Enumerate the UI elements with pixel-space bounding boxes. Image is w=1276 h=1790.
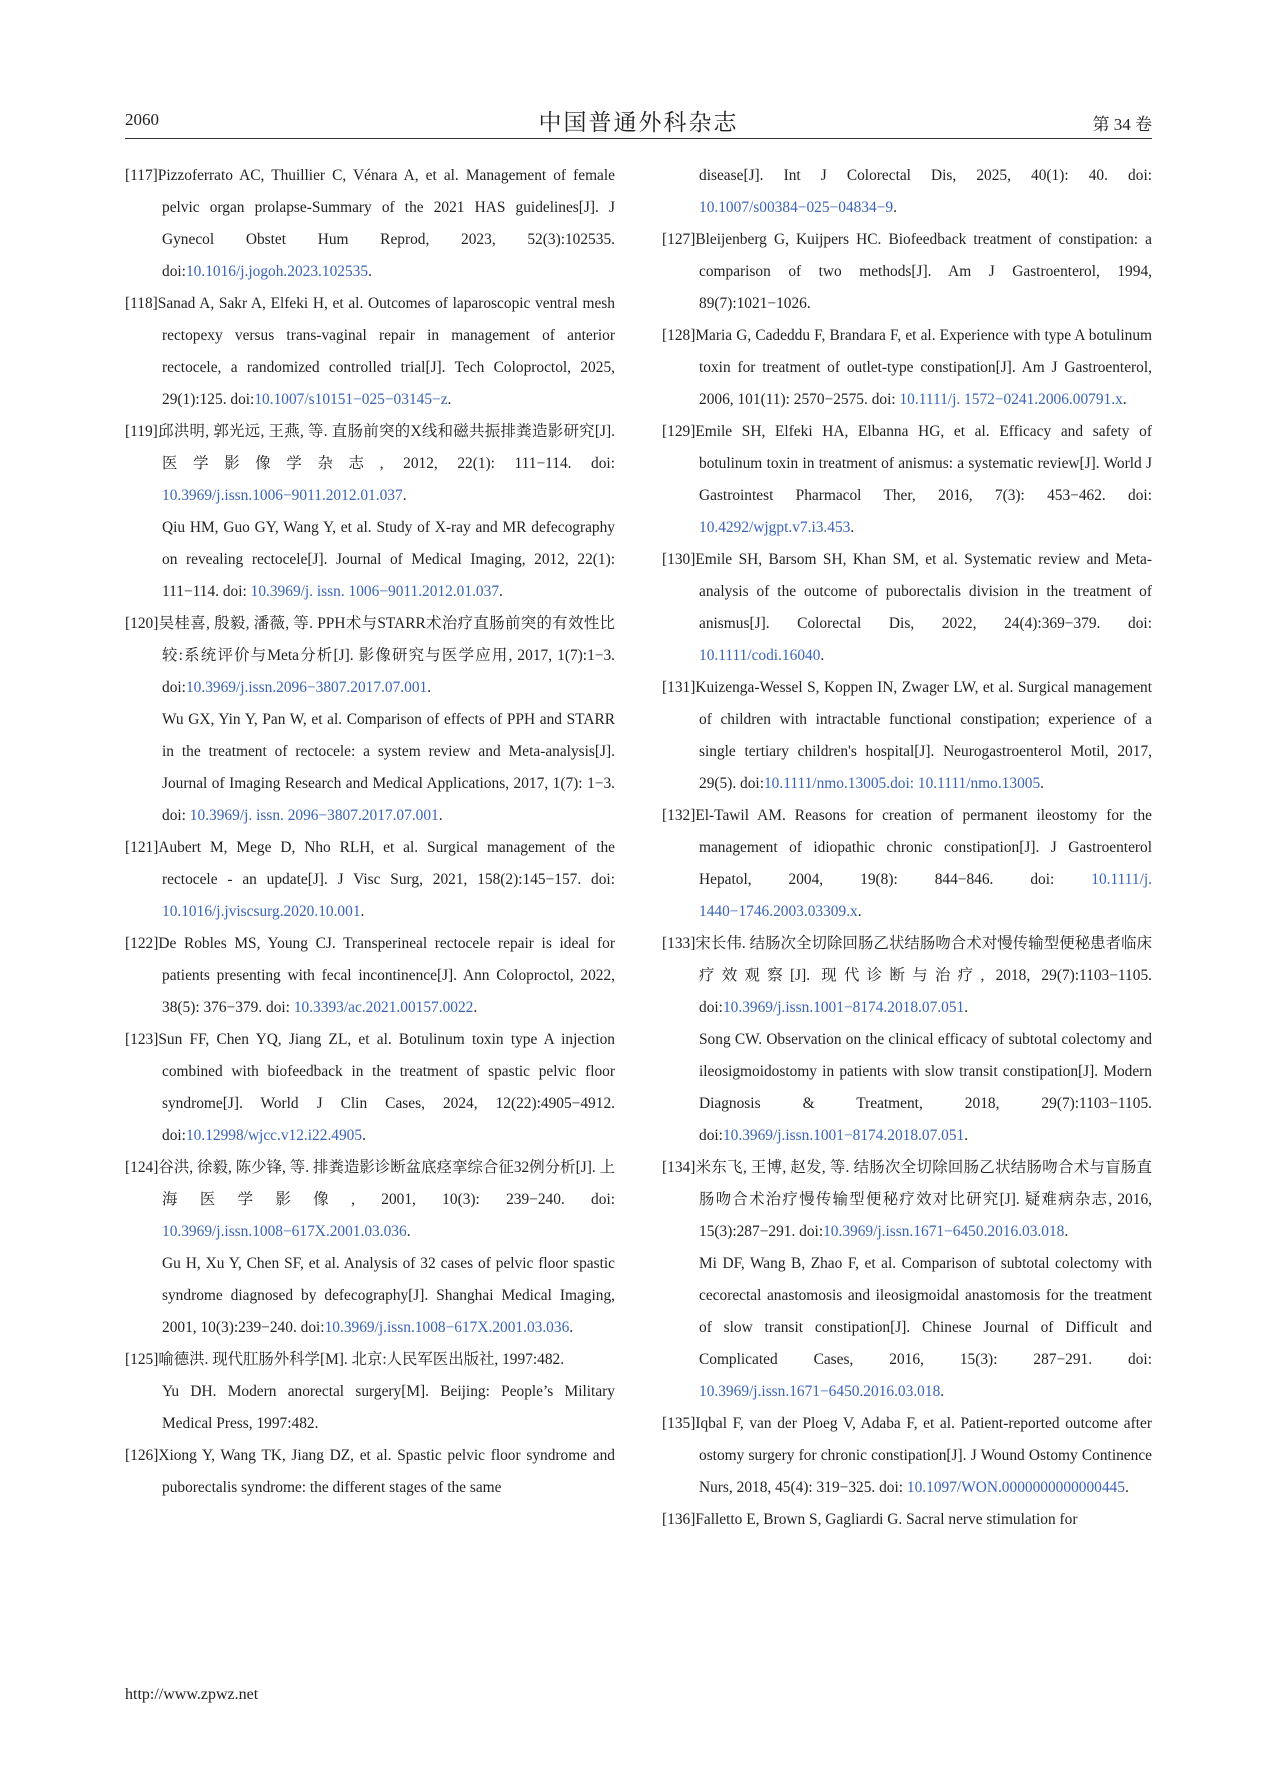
reference-text: disease[J]. Int J Colorectal Dis, 2025, 40(1): 40. doi:: [699, 167, 1152, 184]
reference-text: 邱洪明, 郭光远, 王燕, 等. 直肠前突的X线和磁共振排粪造影研究[J]. 医学影像学杂志, 2012, 22(1): 111−114. doi:: [157, 423, 615, 472]
reference-tail: .: [850, 519, 855, 536]
reference-entry: [662, 672, 1152, 800]
page-header: [125, 104, 1152, 139]
reference-number: [135]: [662, 1415, 696, 1432]
doi-link[interactable]: 10.3393/ac.2021.00157.0022: [293, 999, 474, 1016]
reference-number: [120]: [125, 615, 159, 632]
doi-link[interactable]: 10.3969/j.issn.1671−6450.2016.03.018: [823, 1223, 1065, 1240]
reference-text: Bleijenberg G, Kuijpers HC. Biofeedback treatment of constipation: a comparison of two methods[J]. Am J Gastroenterol, 1994, 89(7):1021−1026.: [695, 231, 1152, 312]
reference-text: 谷洪, 徐毅, 陈少锋, 等. 排粪造影诊断盆底痉挛综合征32例分析[J]. 上海医学影像, 2001, 10(3): 239−240. doi:: [158, 1159, 615, 1208]
reference-translation: [662, 1248, 1152, 1408]
reference-number: [130]: [662, 551, 696, 568]
reference-number: [131]: [662, 679, 696, 696]
doi-link[interactable]: 10.3969/j.issn.1008−617X.2001.03.036: [162, 1223, 407, 1240]
doi-link[interactable]: 10.3969/j.issn.1001−8174.2018.07.051: [722, 1127, 965, 1144]
reference-entry: [125, 160, 615, 288]
reference-entry: [125, 608, 615, 704]
reference-text: Maria G, Cadeddu F, Brandara F, et al. Experience with type A botulinum toxin for treatment of outlet-type constipation[J]. Am J Gastroenterol, 2006, 101(11): 2570−2575. doi:: [695, 327, 1152, 408]
reference-tail: .: [893, 199, 897, 216]
reference-tail: .: [1064, 1223, 1069, 1240]
reference-entry: [662, 320, 1152, 416]
reference-text: Emile SH, Barsom SH, Khan SM, et al. Systematic review and Meta-analysis of the outcome of puborectalis division in the treatment of anismus[J]. Colorectal Dis, 2022, 24(4):369−379. doi:: [695, 551, 1152, 632]
reference-translation: [662, 1024, 1152, 1152]
reference-number: [133]: [662, 935, 696, 952]
translation-text: Qiu HM, Guo GY, Wang Y, et al. Study of X-ray and MR defecography on revealing rectocele[J]. Journal of Medical Imaging, 2012, 22(1): 111−114. doi:: [162, 519, 615, 600]
reference-number: [128]: [662, 327, 696, 344]
reference-tail: .: [473, 999, 478, 1016]
page-number: 2060: [125, 110, 159, 129]
reference-tail: .: [406, 1223, 411, 1240]
doi-link[interactable]: 10.3969/j.issn.1671−6450.2016.03.018: [699, 1383, 941, 1400]
reference-translation: [125, 704, 615, 832]
reference-number: [134]: [662, 1159, 696, 1176]
translation-tail: .: [964, 1127, 969, 1144]
reference-entry: [662, 416, 1152, 544]
reference-number: [132]: [662, 807, 696, 824]
translation-tail: .: [569, 1319, 574, 1336]
reference-number: [123]: [125, 1031, 159, 1048]
reference-text: 吴桂喜, 殷毅, 潘薇, 等. PPH术与STARR术治疗直肠前突的有效性比较:系统评价与Meta分析[J]. 影像研究与医学应用, 2017, 1(7):1−3. doi:: [158, 615, 615, 696]
doi-link[interactable]: 10.3969/j. issn. 1006−9011.2012.01.037: [250, 583, 500, 600]
reference-entry: [125, 928, 615, 1024]
reference-text: 宋长伟. 结肠次全切除回肠乙状结肠吻合术对慢传输型便秘患者临床疗效观察[J]. 现代诊断与治疗, 2018, 29(7):1103−1105. doi:: [695, 935, 1152, 1016]
reference-text: Kuizenga-Wessel S, Koppen IN, Zwager LW, et al. Surgical management of children with intractable functional constipation; experience of a single tertiary children's hospital[J]. Neurogastroenterol Motil, 2017, 29(5). doi:: [695, 679, 1152, 792]
doi-link[interactable]: 10.1111/codi.16040: [699, 647, 821, 664]
reference-number: [119]: [125, 423, 158, 440]
reference-tail: .: [362, 1127, 366, 1144]
reference-translation: [125, 1376, 615, 1440]
doi-link[interactable]: 10.3969/j.issn.1008−617X.2001.03.036: [324, 1319, 570, 1336]
reference-entry: [125, 1024, 615, 1152]
translation-tail: .: [438, 807, 443, 824]
reference-translation: [125, 1248, 615, 1344]
doi-link[interactable]: 10.1016/j.jogoh.2023.102535: [185, 263, 369, 280]
doi-link[interactable]: 10.1016/j.jviscsurg.2020.10.001: [162, 903, 361, 920]
translation-text: Song CW. Observation on the clinical efficacy of subtotal colectomy and ileosigmoidostomy in patients with slow transit constipation[J]. Modern Diagnosis & Treatment, 2018, 29(7):1103−1105. doi:: [699, 1031, 1152, 1144]
reference-number: [118]: [125, 295, 158, 312]
reference-entry: [662, 160, 1152, 224]
reference-text: 米东飞, 王博, 赵发, 等. 结肠次全切除回肠乙状结肠吻合术与盲肠直肠吻合术治疗慢传输型便秘疗效对比研究[J]. 疑难病杂志, 2016, 15(3):287−291. doi:: [695, 1159, 1152, 1240]
reference-text: De Robles MS, Young CJ. Transperineal rectocele repair is ideal for patients presenting with fecal incontinence[J]. Ann Coloproctol, 2022, 38(5): 376−379. doi:: [158, 935, 615, 1016]
translation-tail: .: [499, 583, 503, 600]
journal-title: 中国普通外科杂志: [538, 110, 739, 135]
reference-number: [126]: [125, 1447, 159, 1464]
reference-translation: [125, 512, 615, 608]
reference-entry: [125, 1344, 615, 1376]
doi-link[interactable]: 10.1007/s00384−025−04834−9: [699, 199, 894, 216]
reference-entry: [662, 1504, 1152, 1536]
reference-tail: .: [402, 487, 407, 504]
reference-entry: [125, 1152, 615, 1248]
doi-link[interactable]: 10.1007/s10151−025−03145−z: [254, 391, 448, 408]
reference-entry: [125, 1440, 615, 1504]
reference-tail: .: [857, 903, 862, 920]
doi-link[interactable]: 10.3969/j.issn.2096−3807.2017.07.001: [185, 679, 428, 696]
reference-tail: .: [964, 999, 969, 1016]
translation-text: Mi DF, Wang B, Zhao F, et al. Comparison of subtotal colectomy with cecorectal anastomosis and ileosigmoidal anastomosis for the treatment of slow transit constipation[J]. Chinese Journal of Difficult and Complicated Cases, 2016, 15(3): 287−291. doi:: [699, 1255, 1152, 1368]
doi-link[interactable]: 10.3969/j.issn.1001−8174.2018.07.051: [722, 999, 965, 1016]
reference-text: Aubert M, Mege D, Nho RLH, et al. Surgical management of the rectocele - an update[J]. J Visc Surg, 2021, 158(2):145−157. doi:: [158, 839, 615, 888]
reference-entry: [125, 832, 615, 928]
doi-link[interactable]: 10.1097/WON.0000000000000445: [906, 1479, 1125, 1496]
doi-link[interactable]: 10.1111/j. 1572−0241.2006.00791.x: [899, 391, 1123, 408]
reference-column-right: [662, 160, 1152, 1536]
reference-text: Emile SH, Elfeki HA, Elbanna HG, et al. Efficacy and safety of botulinum toxin in treatment of anismus: a systematic review[J]. World J Gastrointest Pharmacol Ther, 2016, 7(3): 453−462. doi:: [695, 423, 1152, 504]
reference-tail: .: [1124, 1479, 1129, 1496]
translation-text: Yu DH. Modern anorectal surgery[M]. Beijing: People’s Military Medical Press, 1997:482.: [162, 1383, 615, 1432]
reference-tail: .: [447, 391, 452, 408]
reference-tail: .: [360, 903, 365, 920]
reference-number: [129]: [662, 423, 696, 440]
reference-tail: .: [368, 263, 372, 280]
reference-tail: .: [427, 679, 432, 696]
reference-entry: [125, 416, 615, 512]
reference-number: [122]: [125, 935, 159, 952]
doi-link[interactable]: 10.1111/j. 1440−1746.2003.03309.x: [699, 871, 1152, 920]
reference-entry: [662, 928, 1152, 1024]
reference-text: Sun FF, Chen YQ, Jiang ZL, et al. Botulinum toxin type A injection combined with biofeedback in the treatment of spastic pelvic floor syndrome[J]. World J Clin Cases, 2024, 12(22):4905−4912. doi:: [158, 1031, 615, 1144]
reference-text: El-Tawil AM. Reasons for creation of permanent ileostomy for the management of idiopathic chronic constipation[J]. J Gastroenterol Hepatol, 2004, 19(8): 844−846. doi:: [695, 807, 1152, 888]
reference-entry: [662, 800, 1152, 928]
reference-number: [124]: [125, 1159, 159, 1176]
doi-link[interactable]: 10.4292/wjgpt.v7.i3.453: [699, 519, 851, 536]
reference-text: Pizzoferrato AC, Thuillier C, Vénara A, et al. Management of female pelvic organ prolapse-Summary of the 2021 HAS guidelines[J]. J Gynecol Obstet Hum Reprod, 2023, 52(3):102535. doi:: [157, 167, 615, 280]
doi-link[interactable]: 10.1111/nmo.13005.doi: 10.1111/nmo.13005: [763, 775, 1041, 792]
footer-url[interactable]: http://www.zpwz.net: [125, 1686, 259, 1703]
volume-label: 第 34 卷: [1092, 115, 1152, 134]
reference-text: Iqbal F, van der Ploeg V, Adaba F, et al. Patient-reported outcome after ostomy surgery for chronic constipation[J]. J Wound Ostomy Continence Nurs, 2018, 45(4): 319−325. doi:: [695, 1415, 1152, 1496]
reference-entry: [662, 224, 1152, 320]
reference-tail: .: [1040, 775, 1045, 792]
reference-text: Xiong Y, Wang TK, Jiang DZ, et al. Spastic pelvic floor syndrome and puborectalis syndrome: the different stages of the same: [158, 1447, 615, 1496]
translation-text: Gu H, Xu Y, Chen SF, et al. Analysis of 32 cases of pelvic floor spastic syndrome diagnosed by defecography[J]. Shanghai Medical Imaging, 2001, 10(3):239−240. doi:: [162, 1255, 615, 1336]
reference-number: [136]: [662, 1511, 696, 1528]
translation-text: Wu GX, Yin Y, Pan W, et al. Comparison of effects of PPH and STARR in the treatment of rectocele: a system review and Meta-analysis[J]. Journal of Imaging Research and Medical Applications, 2017, 1(7): 1−3. doi:: [162, 711, 615, 824]
reference-text: Sanad A, Sakr A, Elfeki H, et al. Outcomes of laparoscopic ventral mesh rectopexy versus trans-vaginal repair in management of anterior rectocele, a randomized controlled trial[J]. Tech Coloproctol, 2025, 29(1):125. doi:: [157, 295, 615, 408]
reference-entry: [662, 544, 1152, 672]
reference-entry: [662, 1152, 1152, 1248]
reference-number: [121]: [125, 839, 159, 856]
doi-link[interactable]: 10.12998/wjcc.v12.i22.4905: [185, 1127, 363, 1144]
reference-column-left: [125, 160, 615, 1504]
doi-link[interactable]: 10.3969/j. issn. 2096−3807.2017.07.001: [189, 807, 439, 824]
reference-number: [117]: [125, 167, 158, 184]
reference-number: [127]: [662, 231, 696, 248]
reference-tail: .: [1122, 391, 1127, 408]
reference-text: Falletto E, Brown S, Gagliardi G. Sacral nerve stimulation for: [695, 1511, 1078, 1528]
translation-tail: .: [940, 1383, 945, 1400]
reference-tail: .: [820, 647, 825, 664]
doi-link[interactable]: 10.3969/j.issn.1006−9011.2012.01.037: [162, 487, 403, 504]
reference-number: [125]: [125, 1351, 159, 1368]
reference-entry: [662, 1408, 1152, 1504]
reference-text: 喻德洪. 现代肛肠外科学[M]. 北京:人民军医出版社, 1997:482.: [158, 1351, 565, 1368]
reference-entry: [125, 288, 615, 416]
